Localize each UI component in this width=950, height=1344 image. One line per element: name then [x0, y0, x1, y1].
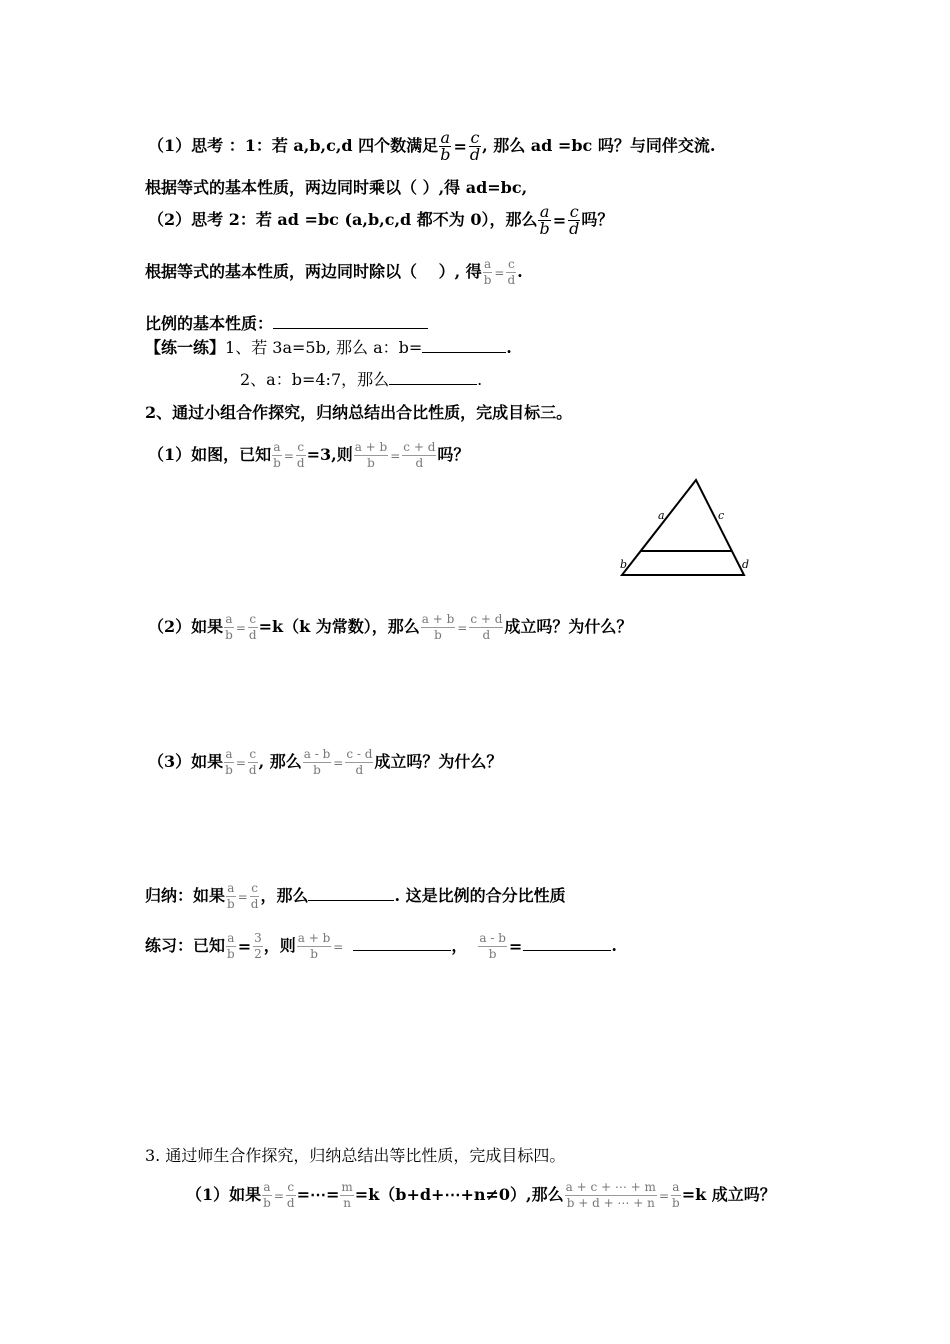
fraction-a-over-b: $\frac{a}{b}$ [483, 257, 492, 287]
fraction-a-over-b: $\frac{a}{b}$ [273, 440, 281, 470]
period: . [611, 936, 617, 955]
fraction-c-over-d: $\frac{c}{d}$ [469, 128, 481, 164]
q2-suffix: 吗？ [581, 210, 614, 229]
summary-mid: ，那么 [260, 886, 309, 905]
property-blank [273, 314, 428, 329]
equals-sign: = [658, 1188, 669, 1203]
property-label: 比例的基本性质： [145, 314, 274, 333]
q2-reason-prefix: 根据等式的基本性质，两边同时除以（ ）, 得 [145, 262, 482, 281]
fraction-a-over-b: $\frac{a}{b}$ [672, 1180, 680, 1210]
exercise-blank-2 [523, 936, 611, 951]
fraction-c-over-d: $\frac{c}{d}$ [296, 440, 305, 470]
section2-q3-prefix: （3）如果 [148, 752, 224, 771]
fraction-c-over-d: $\frac{c}{d}$ [248, 747, 257, 777]
label-d: d [742, 558, 750, 571]
q1-reason: 根据等式的基本性质，两边同时乘以（ ）,得 ad=bc, [145, 178, 528, 197]
q1-line [148, 130, 715, 163]
section3-q1-mid: =k（b+d+⋯+n≠0）,那么 [354, 1185, 564, 1204]
fraction-a-over-b: $\frac{a}{b}$ [539, 202, 550, 238]
fraction-c-over-d: $\frac{c}{d}$ [250, 881, 259, 911]
equals-sign: = [552, 210, 567, 230]
section3-q1 [186, 1180, 776, 1211]
label-c: c [718, 509, 725, 522]
fraction-a-over-b: $\frac{a}{b}$ [225, 747, 233, 777]
fraction-c-plus-d-over-d: $\frac{c + d}{d}$ [470, 612, 503, 642]
comma: ， [451, 936, 468, 955]
section2-q1 [148, 440, 469, 471]
practice-line-2 [240, 370, 482, 390]
exercise-mid: ，则 [263, 936, 296, 955]
equals-sign: = [273, 1188, 284, 1203]
fraction-a-over-b: $\frac{a}{b}$ [225, 612, 233, 642]
equals-sign: = [235, 755, 246, 770]
triangle-figure [614, 476, 758, 580]
fraction-c-plus-d-over-d: $\frac{c + d}{d}$ [403, 440, 436, 470]
fraction-c-minus-d-over-d: $\frac{c - d}{d}$ [346, 747, 373, 777]
practice-item-2: 2、a：b=4:7，那么 [240, 370, 390, 389]
section3-dots: =⋯= [296, 1185, 340, 1204]
section2-q2 [148, 612, 632, 643]
equals-sign: = [235, 620, 246, 635]
q1-prefix: （1）思考 ：1：若 a,b,c,d 四个数满足 [148, 136, 439, 155]
section3-q1-suffix: =k 成立吗？ [681, 1185, 776, 1204]
q2-prefix: （2）思考 2：若 ad =bc (a,b,c,d 都不为 0），那么 [148, 210, 538, 229]
period: . [477, 370, 483, 389]
summary-blank [308, 886, 394, 901]
fraction-a-over-b: $\frac{a}{b}$ [263, 1180, 271, 1210]
fraction-c-over-d: $\frac{c}{d}$ [569, 202, 580, 238]
equals-sign: = [237, 936, 252, 956]
practice-item-1: 1、若 3a=5b, 那么 a：b= [225, 338, 423, 357]
fraction-a-plus-b-over-b: $\frac{a + b}{b}$ [421, 612, 455, 642]
equals-sign: = [508, 936, 523, 956]
equals-sign: = [283, 448, 294, 463]
q2-reason [145, 257, 523, 288]
section2-q3-suffix: 成立吗？为什么？ [374, 752, 503, 771]
q2-reason-suffix: . [517, 262, 523, 281]
fraction-c-over-d: $\frac{c}{d}$ [507, 257, 516, 287]
summary-prefix: 归纳：如果 [145, 886, 226, 905]
practice-blank-2 [389, 370, 477, 385]
fraction-m-over-n: $\frac{m}{n}$ [341, 1180, 353, 1210]
section3-q1-prefix: （1）如果 [186, 1185, 262, 1204]
fraction-a-over-b: $\frac{a}{b}$ [227, 931, 235, 961]
fraction-a-over-b: $\frac{a}{b}$ [440, 128, 451, 164]
exercise-prefix: 练习：已知 [145, 936, 226, 955]
fraction-sum-ratio: $\frac{a + c + \cdots + m}{b + d + \cdots + n}$ [565, 1180, 656, 1210]
q1-suffix: , 那么 ad =bc 吗？与同伴交流. [482, 136, 716, 155]
fraction-3-over-2: $\frac{3}{2}$ [254, 931, 262, 961]
section2-q2-suffix: 成立吗？为什么？ [504, 617, 633, 636]
fraction-c-over-d: $\frac{c}{d}$ [286, 1180, 295, 1210]
equals-sign: = [333, 939, 344, 954]
equals-sign: = [494, 265, 505, 280]
exercise-line [145, 931, 617, 962]
label-b: b [620, 558, 628, 571]
equals-sign: = [453, 136, 467, 156]
summary-line [145, 881, 566, 912]
fraction-a-minus-b-over-b: $\frac{a - b}{b}$ [303, 747, 331, 777]
section2-q1-suffix: 吗？ [437, 445, 470, 464]
exercise-blank-1 [353, 936, 451, 951]
label-a: a [658, 509, 665, 522]
fraction-a-over-b: $\frac{a}{b}$ [227, 881, 235, 911]
fraction-a-minus-b-over-b: $\frac{a - b}{b}$ [479, 931, 506, 961]
property-line [145, 314, 428, 334]
section3-title: 3. 通过师生合作探究，归纳总结出等比性质，完成目标四。 [145, 1146, 566, 1165]
fraction-a-plus-b-over-b: $\frac{a + b}{b}$ [297, 931, 331, 961]
summary-suffix: . 这是比例的合分比性质 [394, 886, 566, 905]
fraction-c-over-d: $\frac{c}{d}$ [248, 612, 257, 642]
section2-title: 2、通过小组合作探究，归纳总结出合比性质，完成目标三。 [145, 403, 573, 422]
practice-blank-1 [422, 338, 506, 353]
period: . [506, 338, 512, 357]
equals-sign: = [333, 755, 344, 770]
section2-q2-prefix: （2）如果 [148, 617, 224, 636]
practice-label: 【练一练】 [145, 338, 226, 357]
practice-line-1 [145, 338, 512, 358]
section2-q2-mid: =k（k 为常数），那么 [258, 617, 420, 636]
section2-q1-prefix: （1）如图，已知 [148, 445, 272, 464]
fraction-a-plus-b-over-b: $\frac{a + b}{b}$ [354, 440, 388, 470]
equals-sign: = [457, 620, 468, 635]
equals-sign: = [237, 889, 248, 904]
section2-q1-mid: =3,则 [306, 445, 353, 464]
equals-sign: = [390, 448, 401, 463]
q2-line [148, 204, 613, 237]
section2-q3-mid: , 那么 [258, 752, 302, 771]
section2-q3 [148, 747, 502, 778]
